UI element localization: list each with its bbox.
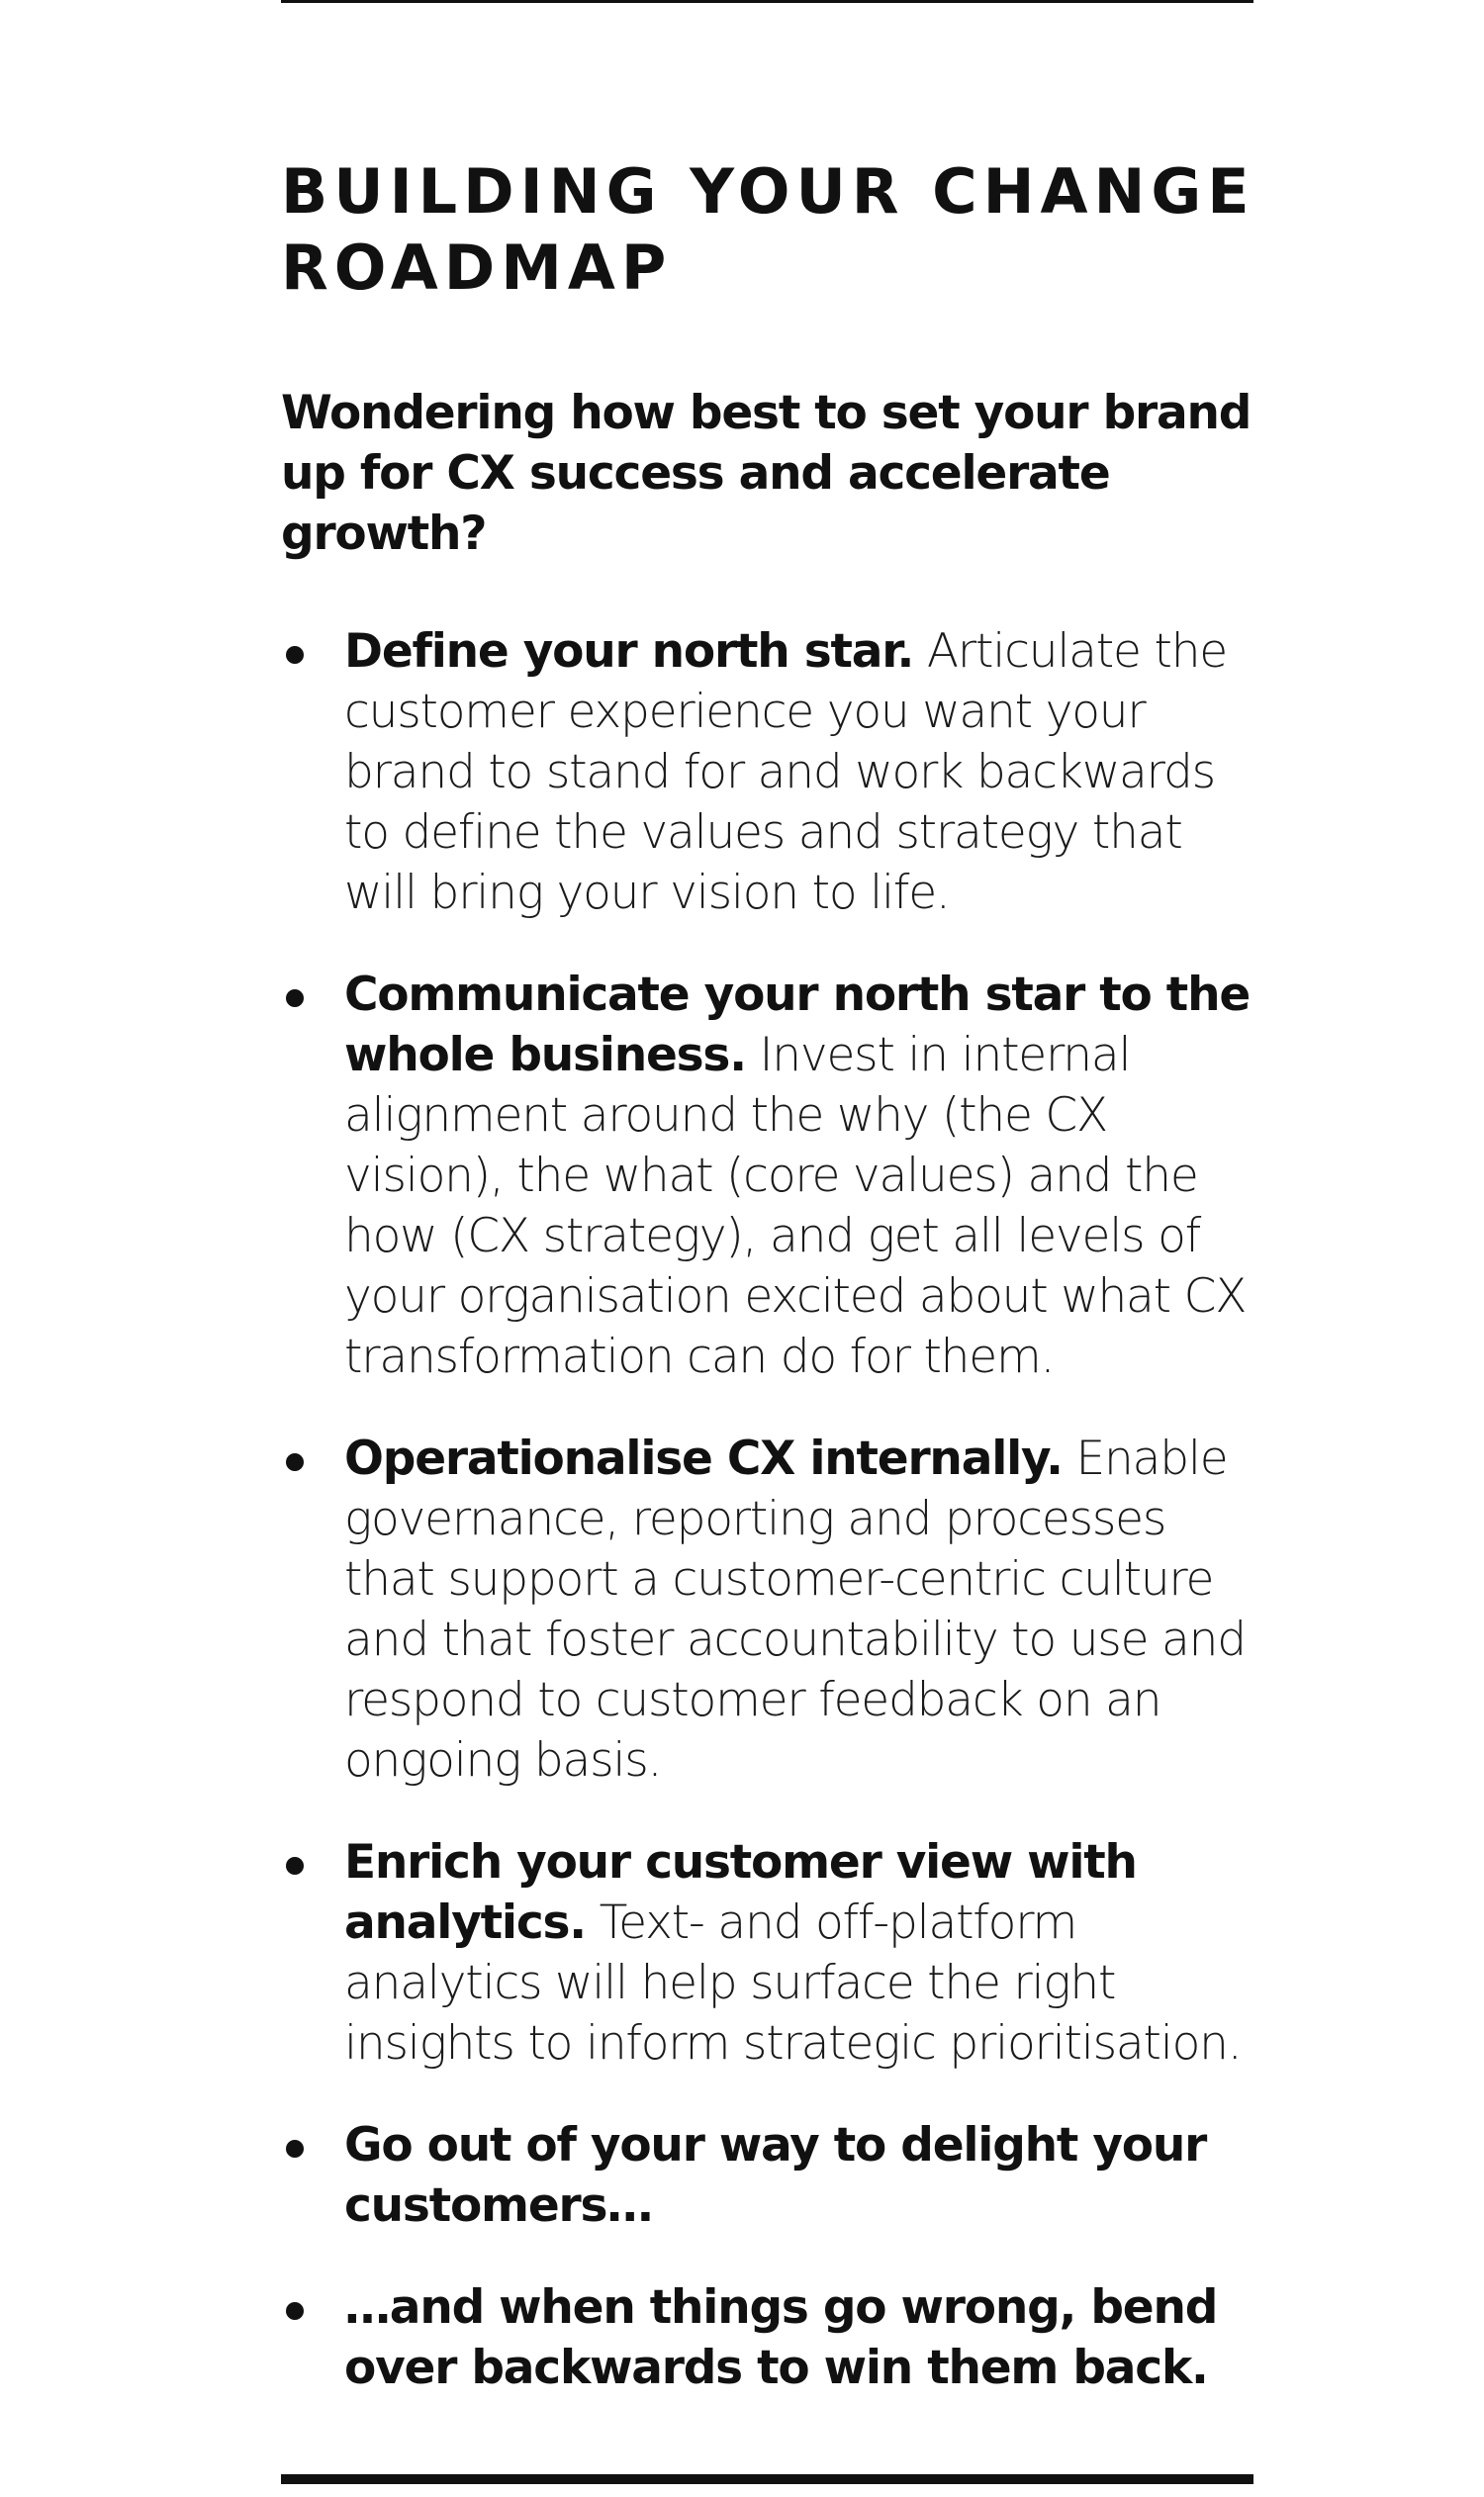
bullet-lead: Operationalise CX internally. [344, 1432, 1063, 1486]
roadmap-list [281, 621, 1253, 2398]
bullet-icon [286, 989, 304, 1007]
section-title: BUILDING YOUR CHANGE ROADMAP [281, 155, 1255, 304]
bullet-text: Text- and off-platform analytics will help surface the right insights to inform strategic prioritisation. [344, 1896, 1242, 2071]
list-item [281, 965, 1253, 1387]
bottom-divider [281, 2474, 1253, 2484]
bullet-text: Enable governance, reporting and processes that support a customer-centric culture and that foster accountability to use and respond to customer feedback on an ongoing basis. [344, 1432, 1246, 1788]
list-item [281, 2115, 1253, 2236]
bullet-icon [286, 2140, 304, 2158]
list-item [281, 621, 1253, 923]
bullet-lead: Define your north star. [344, 624, 914, 679]
bullet-lead: …and when things go wrong, bend over backwards to win them back. [344, 2280, 1218, 2395]
intro-question: Wondering how best to set your brand up for CX success and accelerate growth? [281, 386, 1252, 561]
top-divider [281, 0, 1253, 3]
list-item [281, 1832, 1253, 2074]
bullet-icon [286, 1857, 304, 1875]
bullet-text: Invest in internal alignment around the why (the CX vision), the what (core values) and the how (CX strategy), and get all levels of your organisation excited about what CX transformation can do for them. [344, 1028, 1247, 1384]
roadmap-section [281, 153, 1253, 2440]
bullet-text: Articulate the customer experience you want your brand to stand for and work backwards to define the values and strategy that will bring your vision to life. [344, 624, 1227, 920]
bullet-icon [286, 646, 304, 664]
bullet-lead: Go out of your way to delight your customers… [344, 2118, 1207, 2233]
list-item [281, 2277, 1253, 2398]
bullet-icon [286, 2302, 304, 2320]
bullet-lead: Enrich your customer view with analytics. [344, 1835, 1137, 1950]
list-item [281, 1429, 1253, 1791]
bullet-lead: Communicate your north star to the whole business. [344, 968, 1251, 1082]
bullet-icon [286, 1453, 304, 1471]
